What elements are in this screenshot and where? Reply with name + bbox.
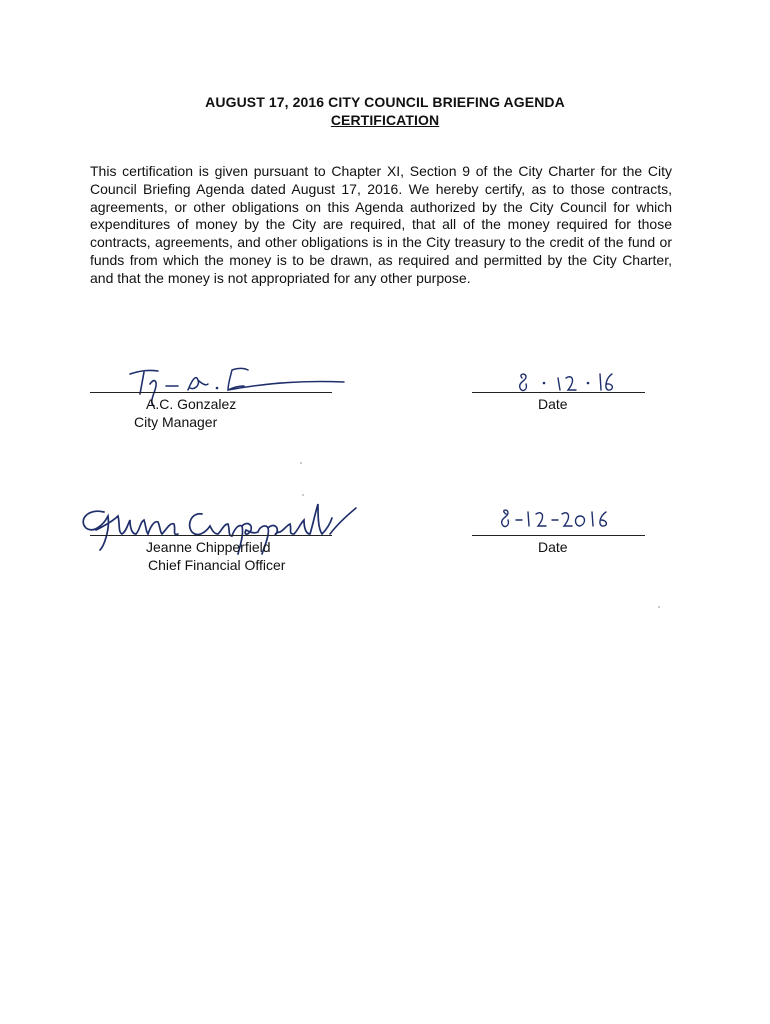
date-label-2: Date <box>538 539 568 555</box>
scan-speck <box>300 462 302 464</box>
document-title: AUGUST 17, 2016 CITY COUNCIL BRIEFING AGENDA <box>205 94 565 110</box>
signer-name-2: Jeanne Chipperfield <box>146 539 271 555</box>
signer-role-1: City Manager <box>134 414 218 430</box>
signature-line-1 <box>90 392 332 393</box>
signer-role-2: Chief Financial Officer <box>148 557 286 573</box>
date-label-1: Date <box>538 396 568 412</box>
date-line-1 <box>472 392 645 393</box>
certification-heading: CERTIFICATION <box>330 112 440 128</box>
document-subtitle <box>0 111 770 129</box>
signature-line-2 <box>90 535 332 536</box>
handwritten-date-2 <box>494 504 614 534</box>
date-line-2 <box>472 535 645 536</box>
scan-speck <box>658 606 660 608</box>
certification-paragraph: This certification is given pursuant to Chapter XI, Section 9 of the City Charter for the City Council Briefing Agenda dated August 17, 2016. We hereby certify, as to those contracts, agreements, or other obligations on this Agenda authorized by the City Council for which expenditures of money by the City are required, that all of the money required for those contracts, agreements, and other obligations is in the City treasury to the credit of the fund or funds from which the money is to be drawn, as required and permitted by the City Charter, and that the money is not appropriated for any other purpose. <box>90 163 672 286</box>
signer-name-1: A.C. Gonzalez <box>146 396 237 412</box>
